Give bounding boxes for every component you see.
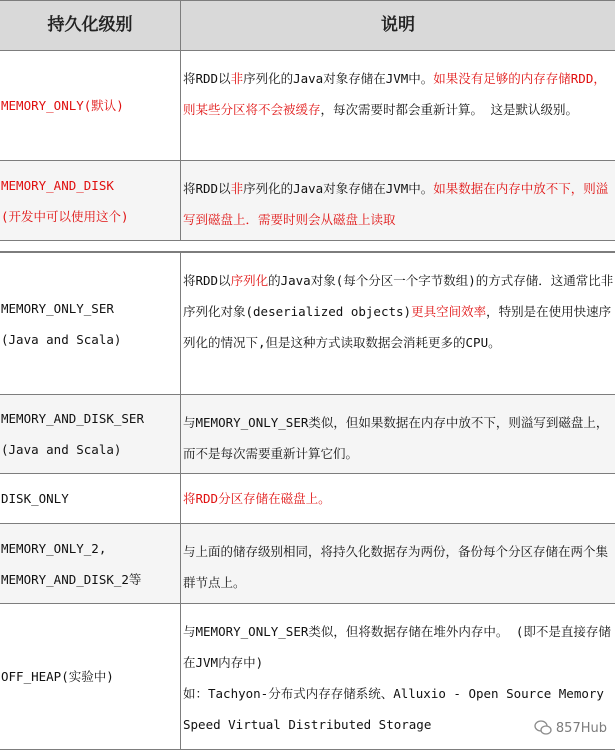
table-header (0, 1, 615, 51)
table-row (0, 474, 615, 524)
level-name-cell (0, 253, 181, 394)
description-cell (181, 253, 615, 394)
level-name-line: MEMORY_AND_DISK (1, 177, 114, 193)
description-cell (181, 395, 615, 473)
description-segment: 将RDD以 (183, 273, 231, 288)
watermark (534, 720, 607, 736)
description-segment: 序列化的Java对象存储在JVM中。 (243, 181, 434, 196)
level-name-cell (0, 524, 181, 603)
description-segment: 与MEMORY_ONLY_SER类似，但将数据存储在堆外内存中。 (即不是直接存储在JVM内存中) 如：Tachyon-分布式内存存储系统、Alluxio - Open Source Memory Speed Virtual Distributed Storage (183, 624, 611, 732)
wechat-icon (534, 720, 552, 736)
description-segment: 非 (230, 181, 244, 196)
description-segment: 将RDD以 (183, 71, 231, 86)
header-description: 说明 (381, 15, 415, 35)
header-level: 持久化级别 (0, 1, 181, 50)
level-name-line: (Java and Scala) (1, 442, 122, 457)
table-row (0, 161, 615, 241)
description-segment: 的Java对象(每个分区一个字节数组)的方式存储．这通常比非序列化对象(deserialized objects) (183, 273, 614, 319)
description-segment: ，特别是在使用快速序列化的情况下,但是这种方式读取数据会消耗更多的CPU。 (183, 304, 612, 350)
level-name-cell (0, 161, 181, 240)
level-name-cell (0, 395, 181, 473)
description-cell (181, 51, 615, 160)
table-divider (0, 240, 615, 252)
description-segment: 序列化的Java对象存储在JVM中。 (243, 71, 434, 86)
description-cell (181, 161, 615, 240)
level-name-line: MEMORY_ONLY_SER (1, 300, 114, 316)
storage-level-table-bottom (0, 252, 615, 750)
level-name-line: (Java and Scala) (1, 331, 122, 347)
watermark-text: 857Hub (555, 720, 607, 736)
storage-level-table-top (0, 0, 615, 241)
description-cell (181, 474, 615, 523)
table-row (0, 524, 615, 604)
level-name-line: OFF_HEAP(实验中) (1, 669, 114, 684)
level-name-cell (0, 604, 181, 749)
description-segment: 与上面的储存级别相同，将持久化数据存为两份，备份每个分区存储在两个集群节点上。 (183, 544, 609, 590)
table-row (0, 51, 615, 161)
description-segment: 将RDD分区存储在磁盘上。 (183, 491, 331, 506)
level-name-line: MEMORY_AND_DISK_2等 (1, 571, 142, 587)
description-segment: 如果没有足够的内存存储RDD，则某些分区将不会被缓存 (183, 71, 606, 117)
level-name-line: (开发中可以使用这个) (1, 208, 129, 224)
level-name-line: MEMORY_ONLY(默认) (1, 98, 124, 113)
description-cell (181, 524, 615, 603)
description-segment: ，每次需要时都会重新计算。 这是默认级别。 (320, 102, 579, 117)
level-name-line: DISK_ONLY (1, 491, 69, 506)
level-name-cell (0, 51, 181, 160)
level-name-line: MEMORY_ONLY_2, (1, 540, 107, 556)
description-segment: 更具空间效率 (411, 304, 487, 319)
table-row (0, 604, 615, 750)
table-row (0, 252, 615, 395)
description-segment: 将RDD以 (183, 181, 231, 196)
description-segment: 如果数据在内存中放不下，则溢写到磁盘上．需要时则会从磁盘上读取 (183, 181, 609, 227)
description-segment: 与MEMORY_ONLY_SER类似，但如果数据在内存中放不下，则溢写到磁盘上，而不是每次需要重新计算它们。 (183, 415, 609, 461)
level-name-line: MEMORY_AND_DISK_SER (1, 411, 144, 426)
table-row (0, 395, 615, 474)
description-segment: 序列化 (230, 273, 269, 288)
description-segment: 非 (230, 71, 244, 86)
level-name-cell (0, 474, 181, 523)
